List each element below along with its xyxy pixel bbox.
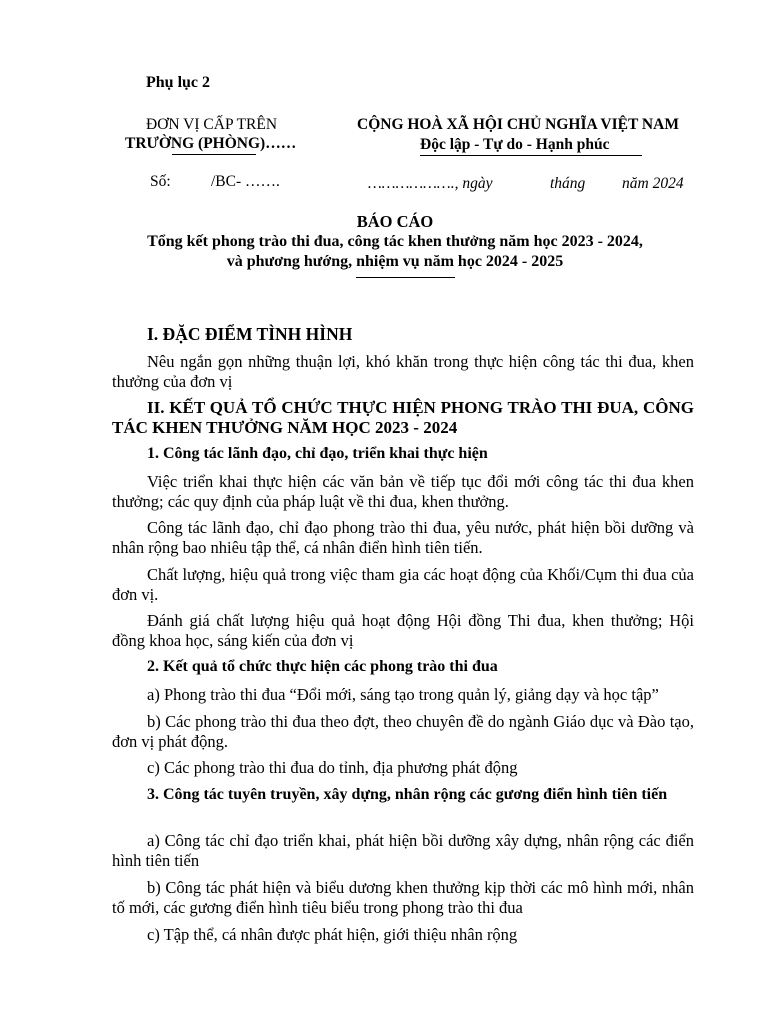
- issuer-underline: [172, 154, 256, 155]
- doc-number-label: Số:: [150, 173, 171, 190]
- doc-number-code: /BC- …….: [211, 173, 280, 190]
- title-underline: [356, 277, 455, 278]
- subsection-3-item-c: c) Tập thể, cá nhân được phát hiện, giới thiệu nhân rộng: [147, 925, 518, 944]
- national-motto: Độc lập - Tự do - Hạnh phúc: [420, 136, 610, 153]
- appendix-label: Phụ lục 2: [146, 74, 211, 91]
- subsection-2-item-a: a) Phong trào thi đua “Đổi mới, sáng tạo trong quản lý, giảng dạy và học tập”: [147, 685, 659, 704]
- issuer-parent-unit: ĐƠN VỊ CẤP TRÊN: [146, 116, 278, 133]
- subsection-1-paragraph-1: Việc triển khai thực hiện các văn bản về tiếp tục đổi mới công tác thi đua khen thưởng; các quy định của pháp luật về thi đua, khen thưởng.: [112, 472, 694, 511]
- report-subtitle-line2: và phương hướng, nhiệm vụ năm học 2024 - 2025: [226, 253, 564, 270]
- subsection-3-item-b: b) Công tác phát hiện và biểu dương khen thưởng kịp thời các mô hình mới, nhân tố mới, các gương điển hình tiêu biểu trong phong trào thi đua: [112, 878, 694, 917]
- subsection-1-paragraph-2: Công tác lãnh đạo, chỉ đạo phong trào thi đua, yêu nước, phát hiện bồi dưỡng và nhân rộng bao nhiêu tập thể, cá nhân điển hình tiên tiến.: [112, 518, 694, 557]
- section-1-heading: I. ĐẶC ĐIỂM TÌNH HÌNH: [147, 324, 353, 344]
- date-year: năm 2024: [622, 175, 684, 192]
- date-month: tháng: [550, 175, 586, 192]
- subsection-3-item-a: a) Công tác chỉ đạo triển khai, phát hiện bồi dưỡng xây dựng, nhân rộng các điển hình tiên tiến: [112, 831, 694, 870]
- issuer-unit: TRƯỜNG (PHÒNG)……: [125, 135, 297, 152]
- subsection-1-paragraph-3: Chất lượng, hiệu quả trong việc tham gia các hoạt động của Khối/Cụm thi đua của đơn vị.: [112, 565, 694, 604]
- subsection-1-heading: 1. Công tác lãnh đạo, chỉ đạo, triển khai thực hiện: [147, 445, 488, 462]
- section-2-heading: II. KẾT QUẢ TỔ CHỨC THỰC HIỆN PHONG TRÀO THI ĐUA, CÔNG TÁC KHEN THƯỞNG NĂM HỌC 2023 - 2024: [112, 398, 694, 437]
- national-title: CỘNG HOÀ XÃ HỘI CHỦ NGHĨA VIỆT NAM: [357, 116, 679, 133]
- subsection-2-item-b: b) Các phong trào thi đua theo đợt, theo chuyên đề do ngành Giáo dục và Đào tạo, đơn vị phát động.: [112, 712, 694, 751]
- report-title: BÁO CÁO: [356, 212, 434, 231]
- subsection-2-item-c: c) Các phong trào thi đua do tỉnh, địa phương phát động: [147, 758, 518, 777]
- motto-underline: [420, 155, 642, 156]
- section-1-paragraph: Nêu ngắn gọn những thuận lợi, khó khăn trong thực hiện công tác thi đua, khen thưởng của đơn vị: [112, 352, 694, 391]
- report-subtitle-line1: Tổng kết phong trào thi đua, công tác khen thưởng năm học 2023 - 2024,: [147, 233, 643, 250]
- subsection-2-heading: 2. Kết quả tổ chức thực hiện các phong trào thi đua: [147, 658, 498, 675]
- subsection-1-paragraph-4: Đánh giá chất lượng hiệu quả hoạt động Hội đồng Thi đua, khen thưởng; Hội đồng khoa học, sáng kiến của đơn vị: [112, 611, 694, 650]
- date-place: ………………., ngày: [368, 175, 493, 192]
- subsection-3-heading: 3. Công tác tuyên truyền, xây dựng, nhân rộng các gương điển hình tiên tiến: [147, 786, 668, 803]
